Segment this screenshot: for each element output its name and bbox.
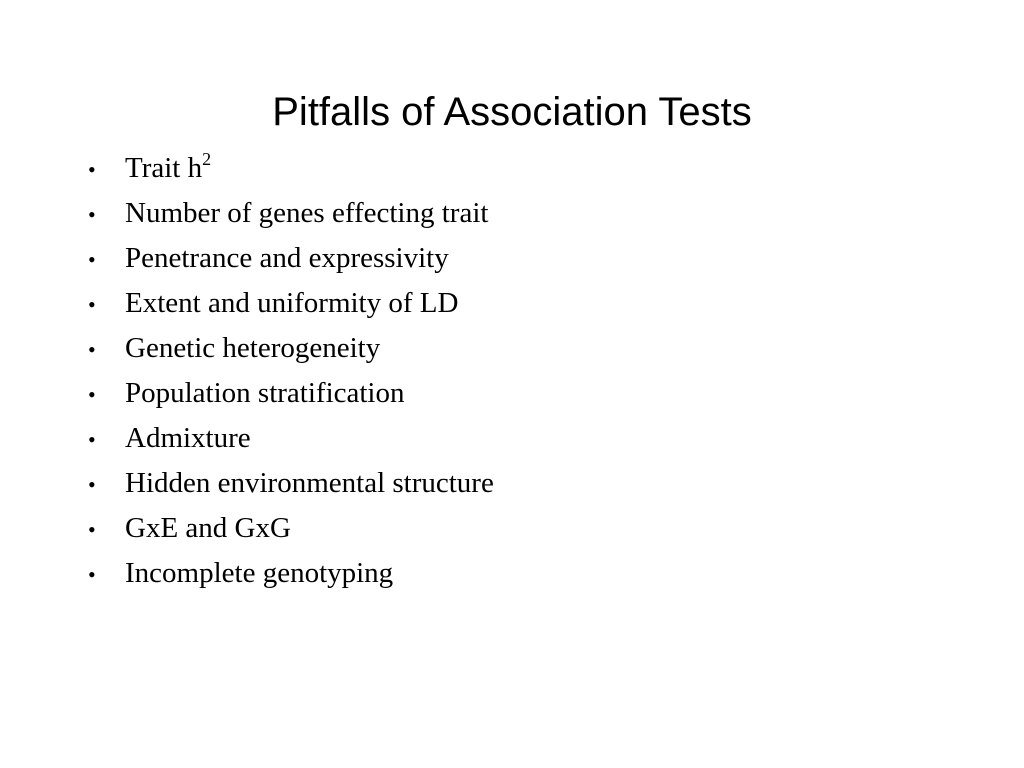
list-item [88, 551, 494, 596]
slide-title: Pitfalls of Association Tests [272, 90, 752, 134]
bullet-list [88, 146, 494, 596]
list-item [88, 281, 494, 326]
bullet-text: Number of genes effecting trait [125, 197, 489, 229]
list-item [88, 146, 494, 191]
bullet-icon: • [88, 517, 96, 542]
bullet-text: GxE and GxG [125, 512, 291, 544]
list-item [88, 506, 494, 551]
bullet-superscript: 2 [202, 149, 212, 169]
bullet-icon: • [88, 472, 96, 497]
bullet-icon: • [88, 562, 96, 587]
bullet-icon: • [88, 337, 96, 362]
bullet-icon: • [88, 157, 96, 182]
bullet-icon: • [88, 247, 96, 272]
bullet-text: Extent and uniformity of LD [125, 287, 459, 319]
bullet-icon: • [88, 202, 96, 227]
bullet-icon: • [88, 427, 96, 452]
list-item [88, 461, 494, 506]
list-item [88, 371, 494, 416]
list-item [88, 236, 494, 281]
list-item [88, 326, 494, 371]
bullet-text-main: Trait h [125, 152, 203, 184]
bullet-text: Penetrance and expressivity [125, 242, 449, 274]
bullet-text: Genetic heterogeneity [125, 332, 381, 364]
bullet-text: Incomplete genotyping [125, 557, 394, 589]
list-item [88, 416, 494, 461]
list-item [88, 191, 494, 236]
bullet-text: Hidden environmental structure [125, 467, 494, 499]
bullet-text: Admixture [125, 422, 251, 454]
bullet-text [125, 146, 211, 191]
bullet-icon: • [88, 382, 96, 407]
bullet-text: Population stratification [125, 377, 405, 409]
bullet-icon: • [88, 292, 96, 317]
